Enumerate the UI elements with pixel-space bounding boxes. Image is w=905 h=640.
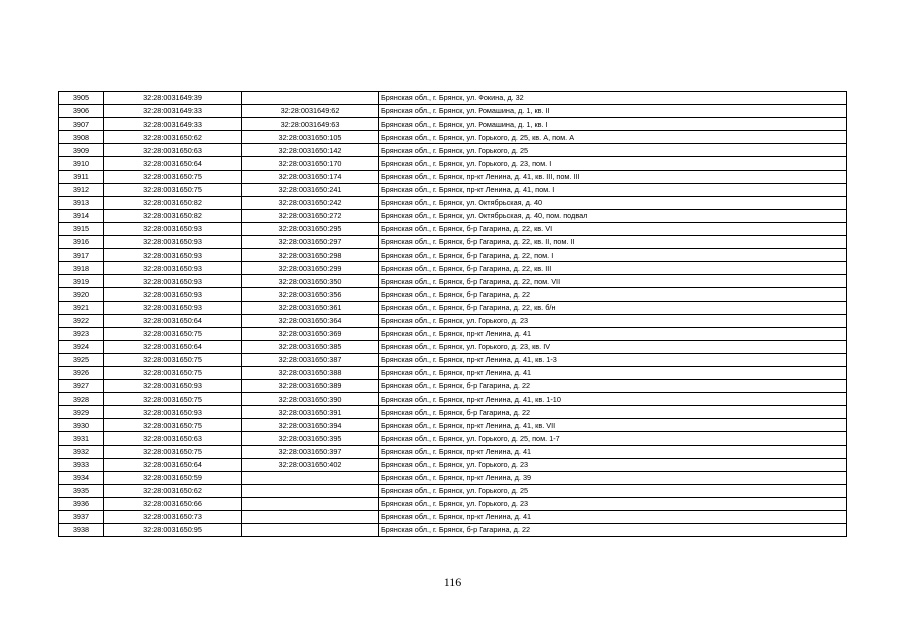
parent-cadastral-number-cell: 32:28:0031650:93 [104, 380, 242, 393]
row-number-cell: 3915 [59, 222, 104, 235]
table-row [59, 275, 847, 288]
object-cadastral-number-cell: 32:28:0031650:174 [242, 170, 379, 183]
table-row [59, 288, 847, 301]
object-cadastral-number-cell: 32:28:0031650:391 [242, 406, 379, 419]
object-cadastral-number-cell: 32:28:0031650:356 [242, 288, 379, 301]
parent-cadastral-number-cell: 32:28:0031650:75 [104, 445, 242, 458]
parent-cadastral-number-cell: 32:28:0031650:64 [104, 157, 242, 170]
table-row [59, 484, 847, 497]
row-number-cell: 3917 [59, 249, 104, 262]
object-cadastral-number-cell: 32:28:0031650:241 [242, 183, 379, 196]
table-row [59, 524, 847, 537]
address-cell: Брянская обл., г. Брянск, ул. Ромашина, д. 1, кв. I [379, 118, 847, 131]
parent-cadastral-number-cell: 32:28:0031650:64 [104, 314, 242, 327]
parent-cadastral-number-cell: 32:28:0031650:75 [104, 366, 242, 379]
parent-cadastral-number-cell: 32:28:0031650:93 [104, 262, 242, 275]
object-cadastral-number-cell [242, 484, 379, 497]
row-number-cell: 3936 [59, 497, 104, 510]
address-cell: Брянская обл., г. Брянск, б-р Гагарина, д. 22, пом. VII [379, 275, 847, 288]
object-cadastral-number-cell [242, 511, 379, 524]
address-cell: Брянская обл., г. Брянск, ул. Горького, д. 23, пом. I [379, 157, 847, 170]
parent-cadastral-number-cell: 32:28:0031650:75 [104, 183, 242, 196]
address-cell: Брянская обл., г. Брянск, пр-кт Ленина, д. 41, кв. 1-10 [379, 393, 847, 406]
object-cadastral-number-cell: 32:28:0031650:142 [242, 144, 379, 157]
parent-cadastral-number-cell: 32:28:0031650:75 [104, 170, 242, 183]
object-cadastral-number-cell: 32:28:0031650:387 [242, 353, 379, 366]
table-row [59, 196, 847, 209]
table-row [59, 511, 847, 524]
object-cadastral-number-cell: 32:28:0031650:397 [242, 445, 379, 458]
parent-cadastral-number-cell: 32:28:0031650:62 [104, 131, 242, 144]
address-cell: Брянская обл., г. Брянск, ул. Горького, д. 25 [379, 144, 847, 157]
parent-cadastral-number-cell: 32:28:0031650:66 [104, 497, 242, 510]
object-cadastral-number-cell: 32:28:0031650:390 [242, 393, 379, 406]
row-number-cell: 3931 [59, 432, 104, 445]
row-number-cell: 3906 [59, 105, 104, 118]
address-cell: Брянская обл., г. Брянск, б-р Гагарина, д. 22, кв. VI [379, 222, 847, 235]
object-cadastral-number-cell: 32:28:0031650:402 [242, 458, 379, 471]
object-cadastral-number-cell: 32:28:0031650:394 [242, 419, 379, 432]
parent-cadastral-number-cell: 32:28:0031650:93 [104, 406, 242, 419]
parent-cadastral-number-cell: 32:28:0031650:62 [104, 484, 242, 497]
row-number-cell: 3922 [59, 314, 104, 327]
address-cell: Брянская обл., г. Брянск, пр-кт Ленина, д. 41, кв. 1-3 [379, 353, 847, 366]
object-cadastral-number-cell: 32:28:0031650:295 [242, 222, 379, 235]
row-number-cell: 3916 [59, 236, 104, 249]
parent-cadastral-number-cell: 32:28:0031650:64 [104, 458, 242, 471]
parent-cadastral-number-cell: 32:28:0031650:75 [104, 353, 242, 366]
object-cadastral-number-cell: 32:28:0031650:105 [242, 131, 379, 144]
address-cell: Брянская обл., г. Брянск, ул. Горького, д. 23 [379, 314, 847, 327]
object-cadastral-number-cell: 32:28:0031650:388 [242, 366, 379, 379]
registry-table [58, 91, 847, 537]
address-cell: Брянская обл., г. Брянск, б-р Гагарина, д. 22 [379, 288, 847, 301]
address-cell: Брянская обл., г. Брянск, б-р Гагарина, д. 22, пом. I [379, 249, 847, 262]
parent-cadastral-number-cell: 32:28:0031650:75 [104, 419, 242, 432]
table-row [59, 380, 847, 393]
address-cell: Брянская обл., г. Брянск, б-р Гагарина, д. 22 [379, 406, 847, 419]
row-number-cell: 3911 [59, 170, 104, 183]
table-row [59, 170, 847, 183]
address-cell: Брянская обл., г. Брянск, ул. Горького, д. 25 [379, 484, 847, 497]
row-number-cell: 3913 [59, 196, 104, 209]
parent-cadastral-number-cell: 32:28:0031650:63 [104, 432, 242, 445]
table-row [59, 497, 847, 510]
table-row [59, 92, 847, 105]
object-cadastral-number-cell: 32:28:0031650:242 [242, 196, 379, 209]
parent-cadastral-number-cell: 32:28:0031650:93 [104, 236, 242, 249]
address-cell: Брянская обл., г. Брянск, б-р Гагарина, д. 22, кв. II, пом. II [379, 236, 847, 249]
parent-cadastral-number-cell: 32:28:0031650:73 [104, 511, 242, 524]
object-cadastral-number-cell: 32:28:0031650:297 [242, 236, 379, 249]
address-cell: Брянская обл., г. Брянск, пр-кт Ленина, д. 41 [379, 366, 847, 379]
table-row [59, 157, 847, 170]
address-cell: Брянская обл., г. Брянск, б-р Гагарина, д. 22, кв. б/н [379, 301, 847, 314]
table-row [59, 209, 847, 222]
address-cell: Брянская обл., г. Брянск, б-р Гагарина, д. 22 [379, 524, 847, 537]
table-row [59, 353, 847, 366]
table-row [59, 432, 847, 445]
row-number-cell: 3909 [59, 144, 104, 157]
object-cadastral-number-cell: 32:28:0031650:369 [242, 327, 379, 340]
row-number-cell: 3934 [59, 471, 104, 484]
object-cadastral-number-cell [242, 524, 379, 537]
address-cell: Брянская обл., г. Брянск, б-р Гагарина, д. 22 [379, 380, 847, 393]
object-cadastral-number-cell [242, 92, 379, 105]
address-cell: Брянская обл., г. Брянск, ул. Горького, д. 25, кв. А, пом. А [379, 131, 847, 144]
table-row [59, 222, 847, 235]
parent-cadastral-number-cell: 32:28:0031650:75 [104, 327, 242, 340]
table-row [59, 327, 847, 340]
address-cell: Брянская обл., г. Брянск, ул. Горького, д. 23 [379, 497, 847, 510]
parent-cadastral-number-cell: 32:28:0031650:59 [104, 471, 242, 484]
address-cell: Брянская обл., г. Брянск, пр-кт Ленина, д. 41, кв. VII [379, 419, 847, 432]
object-cadastral-number-cell: 32:28:0031650:299 [242, 262, 379, 275]
registry-table-body [59, 92, 847, 537]
table-row [59, 183, 847, 196]
object-cadastral-number-cell: 32:28:0031650:298 [242, 249, 379, 262]
row-number-cell: 3912 [59, 183, 104, 196]
row-number-cell: 3908 [59, 131, 104, 144]
address-cell: Брянская обл., г. Брянск, пр-кт Ленина, д. 41 [379, 327, 847, 340]
row-number-cell: 3937 [59, 511, 104, 524]
address-cell: Брянская обл., г. Брянск, ул. Октябрьская, д. 40 [379, 196, 847, 209]
row-number-cell: 3905 [59, 92, 104, 105]
row-number-cell: 3921 [59, 301, 104, 314]
parent-cadastral-number-cell: 32:28:0031650:95 [104, 524, 242, 537]
object-cadastral-number-cell: 32:28:0031650:361 [242, 301, 379, 314]
address-cell: Брянская обл., г. Брянск, ул. Ромашина, д. 1, кв. II [379, 105, 847, 118]
row-number-cell: 3923 [59, 327, 104, 340]
row-number-cell: 3925 [59, 353, 104, 366]
table-row [59, 118, 847, 131]
address-cell: Брянская обл., г. Брянск, ул. Октябрьская, д. 40, пом. подвал [379, 209, 847, 222]
parent-cadastral-number-cell: 32:28:0031650:93 [104, 222, 242, 235]
parent-cadastral-number-cell: 32:28:0031650:93 [104, 288, 242, 301]
address-cell: Брянская обл., г. Брянск, ул. Горького, д. 23, кв. IV [379, 340, 847, 353]
address-cell: Брянская обл., г. Брянск, ул. Горького, д. 25, пом. 1-7 [379, 432, 847, 445]
table-row [59, 301, 847, 314]
parent-cadastral-number-cell: 32:28:0031650:82 [104, 209, 242, 222]
table-row [59, 236, 847, 249]
parent-cadastral-number-cell: 32:28:0031650:82 [104, 196, 242, 209]
page-number: 116 [443, 575, 462, 589]
parent-cadastral-number-cell: 32:28:0031650:75 [104, 393, 242, 406]
row-number-cell: 3918 [59, 262, 104, 275]
parent-cadastral-number-cell: 32:28:0031650:93 [104, 301, 242, 314]
object-cadastral-number-cell: 32:28:0031650:364 [242, 314, 379, 327]
parent-cadastral-number-cell: 32:28:0031650:63 [104, 144, 242, 157]
row-number-cell: 3919 [59, 275, 104, 288]
row-number-cell: 3914 [59, 209, 104, 222]
parent-cadastral-number-cell: 32:28:0031649:33 [104, 105, 242, 118]
row-number-cell: 3938 [59, 524, 104, 537]
address-cell: Брянская обл., г. Брянск, пр-кт Ленина, д. 41 [379, 511, 847, 524]
parent-cadastral-number-cell: 32:28:0031650:64 [104, 340, 242, 353]
parent-cadastral-number-cell: 32:28:0031650:93 [104, 249, 242, 262]
row-number-cell: 3935 [59, 484, 104, 497]
object-cadastral-number-cell: 32:28:0031650:385 [242, 340, 379, 353]
row-number-cell: 3927 [59, 380, 104, 393]
address-cell: Брянская обл., г. Брянск, пр-кт Ленина, д. 41 [379, 445, 847, 458]
object-cadastral-number-cell [242, 471, 379, 484]
object-cadastral-number-cell: 32:28:0031649:62 [242, 105, 379, 118]
address-cell: Брянская обл., г. Брянск, б-р Гагарина, д. 22, кв. III [379, 262, 847, 275]
parent-cadastral-number-cell: 32:28:0031650:93 [104, 275, 242, 288]
row-number-cell: 3928 [59, 393, 104, 406]
table-row [59, 249, 847, 262]
address-cell: Брянская обл., г. Брянск, ул. Фокина, д. 32 [379, 92, 847, 105]
table-row [59, 471, 847, 484]
row-number-cell: 3926 [59, 366, 104, 379]
object-cadastral-number-cell [242, 497, 379, 510]
address-cell: Брянская обл., г. Брянск, пр-кт Ленина, д. 41, кв. III, пом. III [379, 170, 847, 183]
table-row [59, 144, 847, 157]
object-cadastral-number-cell: 32:28:0031650:389 [242, 380, 379, 393]
row-number-cell: 3907 [59, 118, 104, 131]
table-row [59, 393, 847, 406]
row-number-cell: 3933 [59, 458, 104, 471]
table-row [59, 131, 847, 144]
table-row [59, 262, 847, 275]
object-cadastral-number-cell: 32:28:0031650:170 [242, 157, 379, 170]
table-row [59, 419, 847, 432]
parent-cadastral-number-cell: 32:28:0031649:33 [104, 118, 242, 131]
object-cadastral-number-cell: 32:28:0031649:63 [242, 118, 379, 131]
row-number-cell: 3924 [59, 340, 104, 353]
object-cadastral-number-cell: 32:28:0031650:395 [242, 432, 379, 445]
parent-cadastral-number-cell: 32:28:0031649:39 [104, 92, 242, 105]
row-number-cell: 3929 [59, 406, 104, 419]
table-row [59, 445, 847, 458]
object-cadastral-number-cell: 32:28:0031650:350 [242, 275, 379, 288]
object-cadastral-number-cell: 32:28:0031650:272 [242, 209, 379, 222]
row-number-cell: 3930 [59, 419, 104, 432]
table-row [59, 314, 847, 327]
table-row [59, 458, 847, 471]
table-row [59, 406, 847, 419]
address-cell: Брянская обл., г. Брянск, пр-кт Ленина, д. 39 [379, 471, 847, 484]
row-number-cell: 3910 [59, 157, 104, 170]
table-row [59, 366, 847, 379]
row-number-cell: 3932 [59, 445, 104, 458]
row-number-cell: 3920 [59, 288, 104, 301]
address-cell: Брянская обл., г. Брянск, ул. Горького, д. 23 [379, 458, 847, 471]
table-row [59, 105, 847, 118]
address-cell: Брянская обл., г. Брянск, пр-кт Ленина, д. 41, пом. I [379, 183, 847, 196]
table-row [59, 340, 847, 353]
